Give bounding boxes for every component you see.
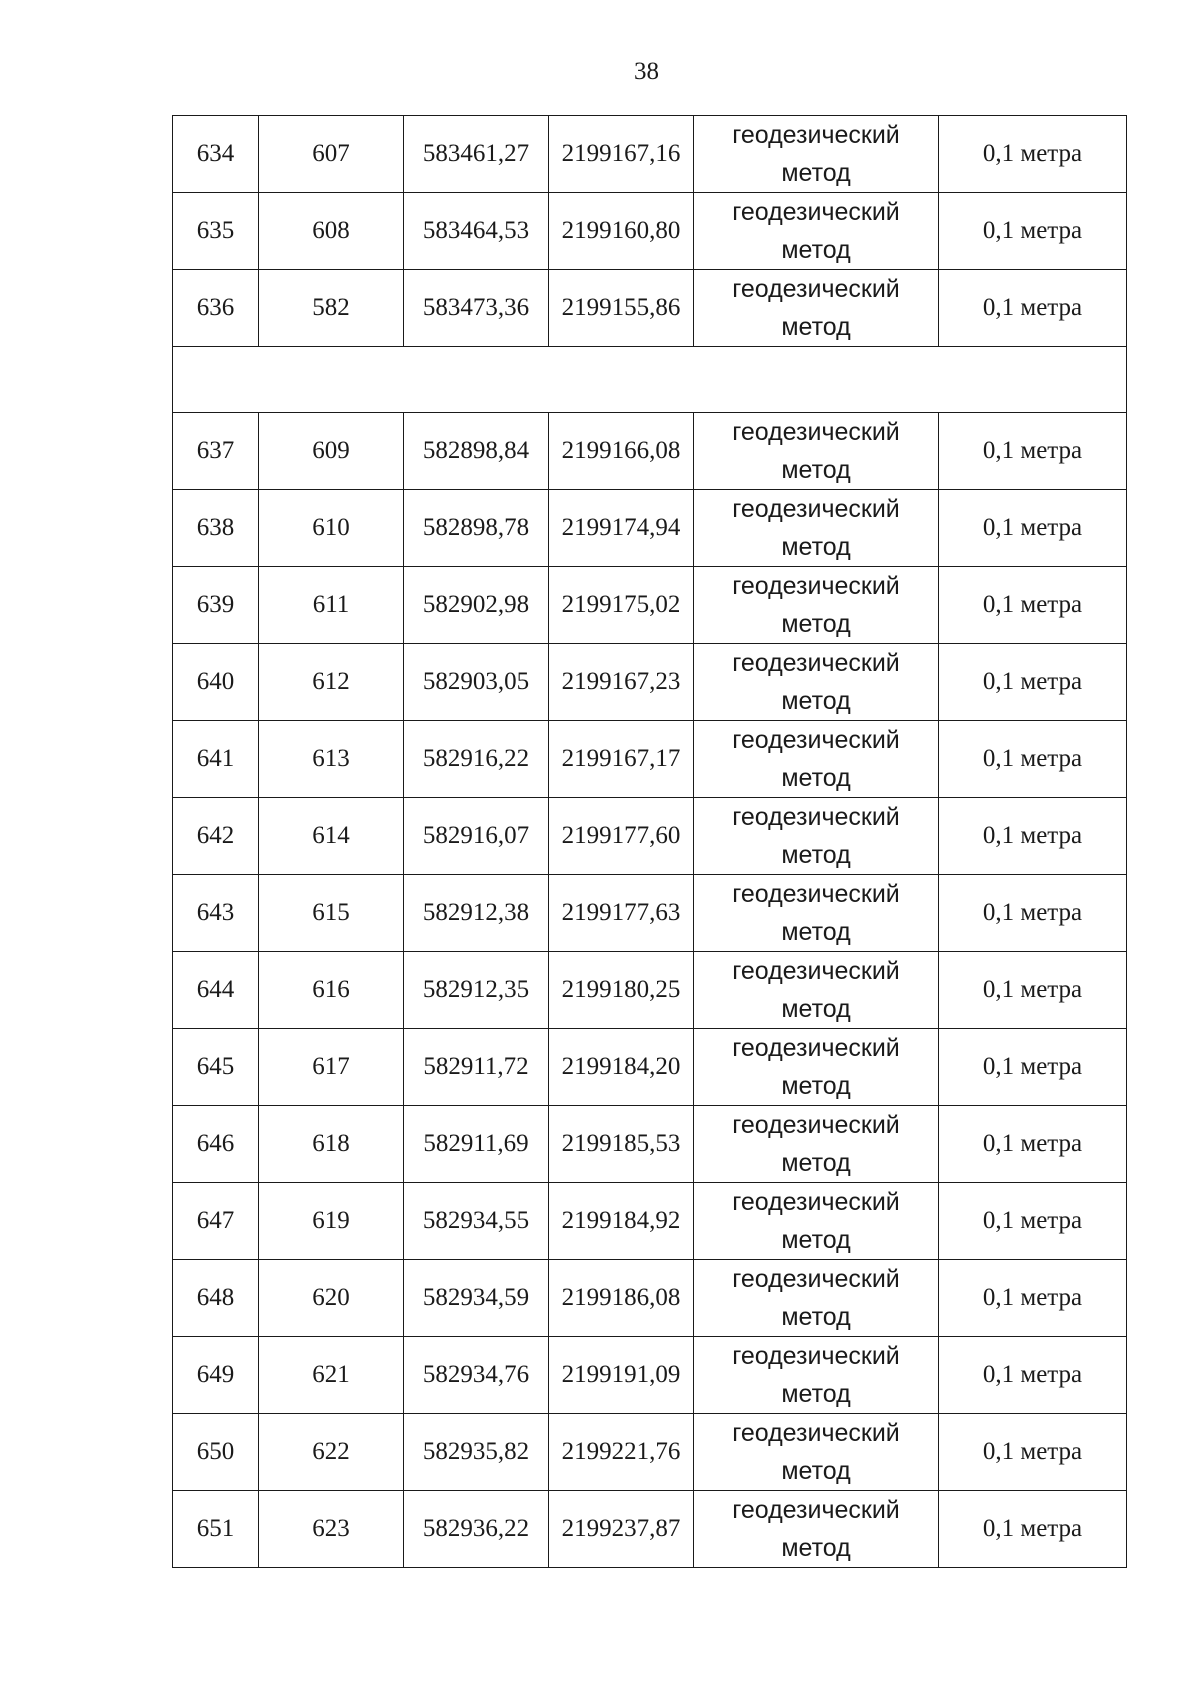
- precision-cell: 0,1 метра: [939, 567, 1127, 644]
- precision-cell: 0,1 метра: [939, 875, 1127, 952]
- x-coordinate-cell: 583473,36: [404, 270, 549, 347]
- point-number-cell: 612: [259, 644, 404, 721]
- method-cell: [694, 952, 939, 1029]
- page-number: 38: [634, 58, 659, 85]
- precision-cell: 0,1 метра: [939, 1106, 1127, 1183]
- coordinates-table-body: [173, 116, 1127, 1568]
- y-coordinate-cell: 2199155,86: [549, 270, 694, 347]
- table-row: [173, 1337, 1127, 1414]
- x-coordinate-cell: 582911,72: [404, 1029, 549, 1106]
- method-line1: геодезический: [732, 1111, 900, 1139]
- method-line2: метод: [781, 1380, 851, 1408]
- point-number-cell: 620: [259, 1260, 404, 1337]
- table-row: [173, 490, 1127, 567]
- table-row: [173, 1491, 1127, 1568]
- precision-cell: 0,1 метра: [939, 116, 1127, 193]
- table-row: [173, 1260, 1127, 1337]
- method-cell: [694, 116, 939, 193]
- method-cell: [694, 875, 939, 952]
- method-line2: метод: [781, 1226, 851, 1254]
- precision-cell: 0,1 метра: [939, 1029, 1127, 1106]
- table-row: [173, 721, 1127, 798]
- x-coordinate-cell: 582936,22: [404, 1491, 549, 1568]
- table-row: [173, 413, 1127, 490]
- point-number-cell: 613: [259, 721, 404, 798]
- method-line2: метод: [781, 764, 851, 792]
- row-number-cell: 650: [173, 1414, 259, 1491]
- y-coordinate-cell: 2199160,80: [549, 193, 694, 270]
- x-coordinate-cell: 582916,07: [404, 798, 549, 875]
- method-cell: [694, 798, 939, 875]
- y-coordinate-cell: 2199175,02: [549, 567, 694, 644]
- table-row: [173, 116, 1127, 193]
- method-line1: геодезический: [732, 649, 900, 677]
- x-coordinate-cell: 582912,38: [404, 875, 549, 952]
- point-number-cell: 607: [259, 116, 404, 193]
- row-number-cell: 634: [173, 116, 259, 193]
- method-line2: метод: [781, 1303, 851, 1331]
- method-cell: [694, 413, 939, 490]
- x-coordinate-cell: 582934,55: [404, 1183, 549, 1260]
- section-separator-cell: [173, 347, 1127, 413]
- x-coordinate-cell: 582903,05: [404, 644, 549, 721]
- precision-cell: 0,1 метра: [939, 1260, 1127, 1337]
- table-row: [173, 1183, 1127, 1260]
- table-row: [173, 193, 1127, 270]
- precision-cell: 0,1 метра: [939, 270, 1127, 347]
- y-coordinate-cell: 2199177,60: [549, 798, 694, 875]
- method-line2: метод: [781, 610, 851, 638]
- point-number-cell: 582: [259, 270, 404, 347]
- method-line1: геодезический: [732, 1342, 900, 1370]
- method-line2: метод: [781, 1534, 851, 1562]
- method-line2: метод: [781, 1072, 851, 1100]
- method-line2: метод: [781, 456, 851, 484]
- point-number-cell: 611: [259, 567, 404, 644]
- method-cell: [694, 1414, 939, 1491]
- y-coordinate-cell: 2199191,09: [549, 1337, 694, 1414]
- point-number-cell: 618: [259, 1106, 404, 1183]
- method-cell: [694, 193, 939, 270]
- method-line1: геодезический: [732, 803, 900, 831]
- section-separator-row: [173, 347, 1127, 413]
- precision-cell: 0,1 метра: [939, 644, 1127, 721]
- row-number-cell: 641: [173, 721, 259, 798]
- table-row: [173, 644, 1127, 721]
- method-line1: геодезический: [732, 880, 900, 908]
- x-coordinate-cell: 582898,78: [404, 490, 549, 567]
- method-cell: [694, 490, 939, 567]
- method-line2: метод: [781, 1457, 851, 1485]
- y-coordinate-cell: 2199185,53: [549, 1106, 694, 1183]
- method-line1: геодезический: [732, 1188, 900, 1216]
- x-coordinate-cell: 582916,22: [404, 721, 549, 798]
- method-line2: метод: [781, 313, 851, 341]
- point-number-cell: 610: [259, 490, 404, 567]
- point-number-cell: 621: [259, 1337, 404, 1414]
- x-coordinate-cell: 582935,82: [404, 1414, 549, 1491]
- precision-cell: 0,1 метра: [939, 721, 1127, 798]
- y-coordinate-cell: 2199166,08: [549, 413, 694, 490]
- x-coordinate-cell: 583464,53: [404, 193, 549, 270]
- method-line2: метод: [781, 995, 851, 1023]
- precision-cell: 0,1 метра: [939, 413, 1127, 490]
- table-row: [173, 1414, 1127, 1491]
- method-line1: геодезический: [732, 121, 900, 149]
- row-number-cell: 638: [173, 490, 259, 567]
- precision-cell: 0,1 метра: [939, 952, 1127, 1029]
- precision-cell: 0,1 метра: [939, 1337, 1127, 1414]
- method-cell: [694, 1029, 939, 1106]
- y-coordinate-cell: 2199177,63: [549, 875, 694, 952]
- row-number-cell: 640: [173, 644, 259, 721]
- table-row: [173, 1106, 1127, 1183]
- y-coordinate-cell: 2199221,76: [549, 1414, 694, 1491]
- row-number-cell: 644: [173, 952, 259, 1029]
- point-number-cell: 617: [259, 1029, 404, 1106]
- coordinates-table: [172, 115, 1127, 1568]
- y-coordinate-cell: 2199167,16: [549, 116, 694, 193]
- method-cell: [694, 270, 939, 347]
- x-coordinate-cell: 582911,69: [404, 1106, 549, 1183]
- method-line1: геодезический: [732, 1034, 900, 1062]
- method-line1: геодезический: [732, 572, 900, 600]
- table-row: [173, 798, 1127, 875]
- point-number-cell: 615: [259, 875, 404, 952]
- x-coordinate-cell: 583461,27: [404, 116, 549, 193]
- method-line1: геодезический: [732, 198, 900, 226]
- precision-cell: 0,1 метра: [939, 798, 1127, 875]
- method-line2: метод: [781, 918, 851, 946]
- method-line1: геодезический: [732, 1419, 900, 1447]
- precision-cell: 0,1 метра: [939, 1183, 1127, 1260]
- row-number-cell: 648: [173, 1260, 259, 1337]
- y-coordinate-cell: 2199174,94: [549, 490, 694, 567]
- method-line1: геодезический: [732, 1496, 900, 1524]
- method-line2: метод: [781, 687, 851, 715]
- point-number-cell: 619: [259, 1183, 404, 1260]
- precision-cell: 0,1 метра: [939, 1491, 1127, 1568]
- point-number-cell: 622: [259, 1414, 404, 1491]
- row-number-cell: 649: [173, 1337, 259, 1414]
- method-cell: [694, 1491, 939, 1568]
- method-cell: [694, 1183, 939, 1260]
- row-number-cell: 642: [173, 798, 259, 875]
- y-coordinate-cell: 2199167,17: [549, 721, 694, 798]
- x-coordinate-cell: 582912,35: [404, 952, 549, 1029]
- method-cell: [694, 1337, 939, 1414]
- y-coordinate-cell: 2199186,08: [549, 1260, 694, 1337]
- precision-cell: 0,1 метра: [939, 193, 1127, 270]
- method-line2: метод: [781, 1149, 851, 1177]
- table-row: [173, 875, 1127, 952]
- method-line1: геодезический: [732, 418, 900, 446]
- table-row: [173, 270, 1127, 347]
- row-number-cell: 635: [173, 193, 259, 270]
- y-coordinate-cell: 2199237,87: [549, 1491, 694, 1568]
- precision-cell: 0,1 метра: [939, 1414, 1127, 1491]
- table-row: [173, 952, 1127, 1029]
- method-line1: геодезический: [732, 275, 900, 303]
- y-coordinate-cell: 2199184,92: [549, 1183, 694, 1260]
- point-number-cell: 609: [259, 413, 404, 490]
- row-number-cell: 647: [173, 1183, 259, 1260]
- table-row: [173, 567, 1127, 644]
- method-cell: [694, 1260, 939, 1337]
- method-line2: метод: [781, 159, 851, 187]
- row-number-cell: 651: [173, 1491, 259, 1568]
- point-number-cell: 608: [259, 193, 404, 270]
- point-number-cell: 623: [259, 1491, 404, 1568]
- row-number-cell: 637: [173, 413, 259, 490]
- point-number-cell: 616: [259, 952, 404, 1029]
- row-number-cell: 643: [173, 875, 259, 952]
- method-cell: [694, 1106, 939, 1183]
- x-coordinate-cell: 582902,98: [404, 567, 549, 644]
- point-number-cell: 614: [259, 798, 404, 875]
- method-cell: [694, 721, 939, 798]
- row-number-cell: 645: [173, 1029, 259, 1106]
- row-number-cell: 639: [173, 567, 259, 644]
- y-coordinate-cell: 2199184,20: [549, 1029, 694, 1106]
- y-coordinate-cell: 2199180,25: [549, 952, 694, 1029]
- row-number-cell: 636: [173, 270, 259, 347]
- method-line1: геодезический: [732, 495, 900, 523]
- precision-cell: 0,1 метра: [939, 490, 1127, 567]
- method-line1: геодезический: [732, 1265, 900, 1293]
- row-number-cell: 646: [173, 1106, 259, 1183]
- method-line2: метод: [781, 841, 851, 869]
- method-line1: геодезический: [732, 957, 900, 985]
- table-row: [173, 1029, 1127, 1106]
- method-cell: [694, 567, 939, 644]
- x-coordinate-cell: 582934,59: [404, 1260, 549, 1337]
- method-line2: метод: [781, 236, 851, 264]
- x-coordinate-cell: 582898,84: [404, 413, 549, 490]
- y-coordinate-cell: 2199167,23: [549, 644, 694, 721]
- method-line1: геодезический: [732, 726, 900, 754]
- method-cell: [694, 644, 939, 721]
- method-line2: метод: [781, 533, 851, 561]
- x-coordinate-cell: 582934,76: [404, 1337, 549, 1414]
